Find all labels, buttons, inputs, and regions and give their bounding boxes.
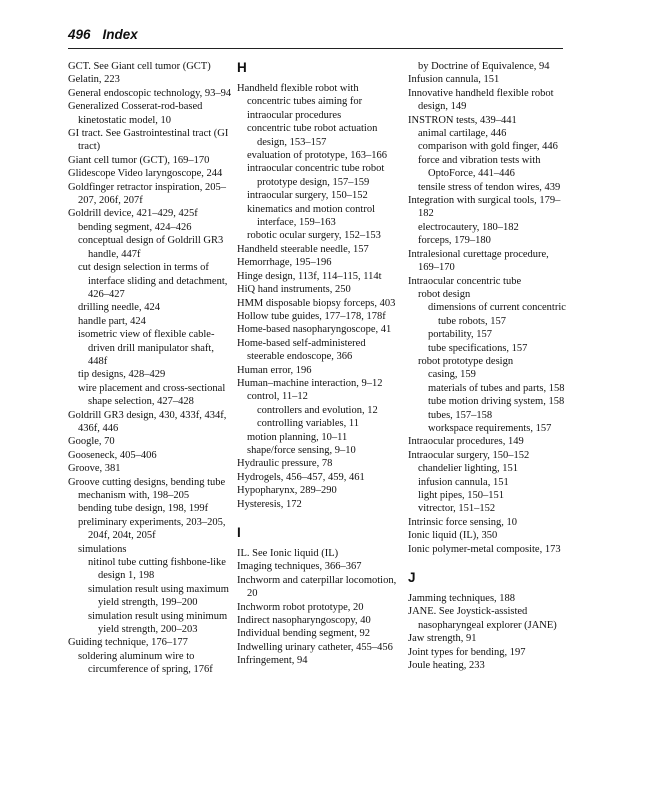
index-entry: Individual bending segment, 92 [237,628,370,640]
index-subentry: vitrector, 151–152 [418,503,496,515]
index-entry: Infringement, 94 [237,655,308,667]
index-entry: Hydrogels, 456–457, 459, 461 [237,471,365,483]
index-entry: Intraocular procedures, 149 [408,436,524,448]
index-subentry: conceptual design of Goldrill GR3 handle, 447f [78,235,224,260]
index-entry: Hysteresis, 172 [237,498,302,510]
index-subentry: light pipes, 150–151 [418,490,505,501]
index-subentry: workspace requirements, 157 [428,422,552,434]
index-subentry: intraocular surgery, 150–152 [247,190,368,202]
index-subentry: robot design [418,288,471,300]
index-entry: Groove cutting designs, bending tube mechanism with, 198–205 [68,476,226,501]
index-entry: Imaging techniques, 366–367 [237,561,362,573]
index-subentry: drilling needle, 424 [78,302,160,314]
index-entry: Glidescope Video laryngoscope, 244 [68,168,223,180]
index-subentry: comparison with gold finger, 446 [418,141,558,153]
index-entry: Goldrill device, 421–429, 425f [68,208,198,220]
index-entry: Home-based self-administered steerable endoscope, 366 [237,337,366,363]
index-entry: Hinge design, 113f, 114–115, 114t [237,270,382,282]
index-entry: HMM disposable biopsy forceps, 403 [237,297,396,309]
index-entry: Hollow tube guides, 177–178, 178f [237,310,386,322]
index-subentry: control, 11–12 [247,391,308,403]
index-subentry: dimensions of current concentric tube robots, 157 [428,302,566,327]
index-entry: Giant cell tumor (GCT), 169–170 [68,154,210,166]
index-entry: Goldfinger retractor inspiration, 205–207, 206f, 207f [68,181,227,207]
index-entry: Goldrill GR3 design, 430, 433f, 434f, 436f, 446 [68,409,227,434]
index-subentry: cut design selection in terms of interface sliding and detachment, 426–427 [78,262,228,300]
index-subentry: materials of tubes and parts, 158 [428,382,565,394]
index-subentry: forceps, 179–180 [418,235,491,247]
index-entry: Inchworm and caterpillar locomotion, 20 [237,574,397,600]
index-subentry: soldering aluminum wire to circumference of spring, 176f [78,650,213,676]
index-entry: Infusion cannula, 151 [408,74,500,86]
index-subentry: casing, 159 [428,369,476,381]
index-subentry: concentric tube robot actuation design, 153–157 [247,123,378,148]
index-entry: Intrinsic force sensing, 10 [408,516,518,528]
index-entry: General endoscopic technology, 93–94 [68,87,232,99]
index-subentry: animal cartilage, 446 [418,128,507,140]
index-subentry: simulation result using maximum yield strength, 199–200 [88,583,229,609]
index-subentry: shape/force sensing, 9–10 [247,444,356,456]
index-entry: Jamming techniques, 188 [408,593,516,605]
index-entry: Joule heating, 233 [408,660,485,672]
index-subentry: intraocular concentric tube robot prototype design, 157–159 [247,163,385,188]
index-entry: HiQ hand instruments, 250 [237,284,351,296]
page-number: 496 [68,27,91,42]
index-entry: Hydraulic pressure, 78 [237,458,333,470]
index-entry: Indirect nasopharyngoscopy, 40 [237,615,371,627]
index-subentry: bending segment, 424–426 [78,221,192,233]
index-entry: Hypopharynx, 289–290 [237,485,337,497]
index-entry: Handheld flexible robot with concentric tubes aiming for intraocular procedures [237,83,363,121]
index-subentry: chandelier lighting, 151 [418,463,519,475]
index-subentry: wire placement and cross-sectional shape selection, 427–428 [78,382,226,408]
index-subentry: motion planning, 10–11 [247,431,348,443]
section-letter: J [408,570,416,586]
index-subentry: by Doctrine of Equivalence, 94 [418,61,550,72]
section-letter: H [237,60,247,75]
index-entry: Groove, 381 [68,463,121,475]
index-subentry: controlling variables, 11 [257,418,359,430]
index-entry: GCT. See Giant cell tumor (GCT) [68,61,211,72]
index-subentry: simulation result using minimum yield strength, 200–203 [88,610,228,636]
index-subentry: simulations [78,543,127,555]
index-entry: GI tract. See Gastrointestinal tract (GI tract) [68,128,229,153]
index-subentry: preliminary experiments, 203–205, 204f, 204t, 205f [78,516,226,542]
section-letter: I [237,525,241,540]
index-entry: Google, 70 [68,436,115,448]
index-subentry: handle part, 424 [78,315,146,327]
index-subentry: electrocautery, 180–182 [418,221,519,233]
index-subentry: tubes, 157–158 [428,409,493,421]
index-entry: Intralesional curettage procedure, 169–170 [408,248,549,274]
index-entry: Ionic polymer-metal composite, 173 [408,543,561,555]
index-entry: Innovative handheld flexible robot design, 149 [408,87,554,113]
index-subentry: nitinol tube cutting fishbone-like design 1, 198 [88,557,226,582]
index-entry: Home-based nasopharyngoscope, 41 [237,324,392,336]
index-column-2 [237,60,401,668]
index-entry: Hemorrhage, 195–196 [237,257,332,269]
index-entry: Integration with surgical tools, 179–182 [408,195,561,220]
index-subentry: kinematics and motion control interface, 159–163 [247,203,376,229]
index-entry: Handheld steerable needle, 157 [237,243,369,255]
index-subentry: isometric view of flexible cable-driven drill manipulator shaft, 448f [78,329,215,367]
index-entry: Gooseneck, 405–406 [68,449,157,461]
index-subentry: tip designs, 428–429 [78,369,166,381]
index-subentry: force and vibration tests with OptoForce, 441–446 [418,154,541,180]
index-entry: INSTRON tests, 439–441 [408,114,517,126]
index-entry: Guiding technique, 176–177 [68,637,188,649]
index-entry: Jaw strength, 91 [408,633,477,645]
page-header [68,26,563,49]
index-entry: Gelatin, 223 [68,74,120,86]
index-subentry: robot prototype design [418,355,514,367]
index-subentry: tube motion driving system, 158 [428,396,565,408]
index-entry: Inchworm robot prototype, 20 [237,601,364,613]
index-entry: Intraocular surgery, 150–152 [408,449,530,461]
index-entry: Joint types for bending, 197 [408,646,526,658]
index-column-1 [68,60,232,677]
index-entry: Generalized Cosserat-rod-based kinetostatic model, 10 [68,101,203,126]
index-column-3 [408,60,572,672]
index-entry: JANE. See Joystick-assisted nasopharyngeal explorer (JANE) [408,606,557,631]
index-entry: IL. See Ionic liquid (IL) [237,548,339,559]
index-subentry: tensile stress of tendon wires, 439 [418,181,561,193]
index-subentry: tube specifications, 157 [428,342,528,354]
index-subentry: infusion cannula, 151 [418,476,509,488]
index-entry: Human–machine interaction, 9–12 [237,377,383,389]
index-entry: Indwelling urinary catheter, 455–456 [237,641,393,653]
index-subentry: controllers and evolution, 12 [257,404,378,416]
index-entry: Ionic liquid (IL), 350 [408,530,498,542]
running-title: Index [102,27,138,42]
index-subentry: evaluation of prototype, 163–166 [247,150,387,162]
index-subentry: bending tube design, 198, 199f [78,503,209,515]
index-entry: Human error, 196 [237,364,312,376]
index-subentry: robotic ocular surgery, 152–153 [247,230,381,242]
index-entry: Intraocular concentric tube [408,275,522,287]
index-subentry: portability, 157 [428,329,493,341]
